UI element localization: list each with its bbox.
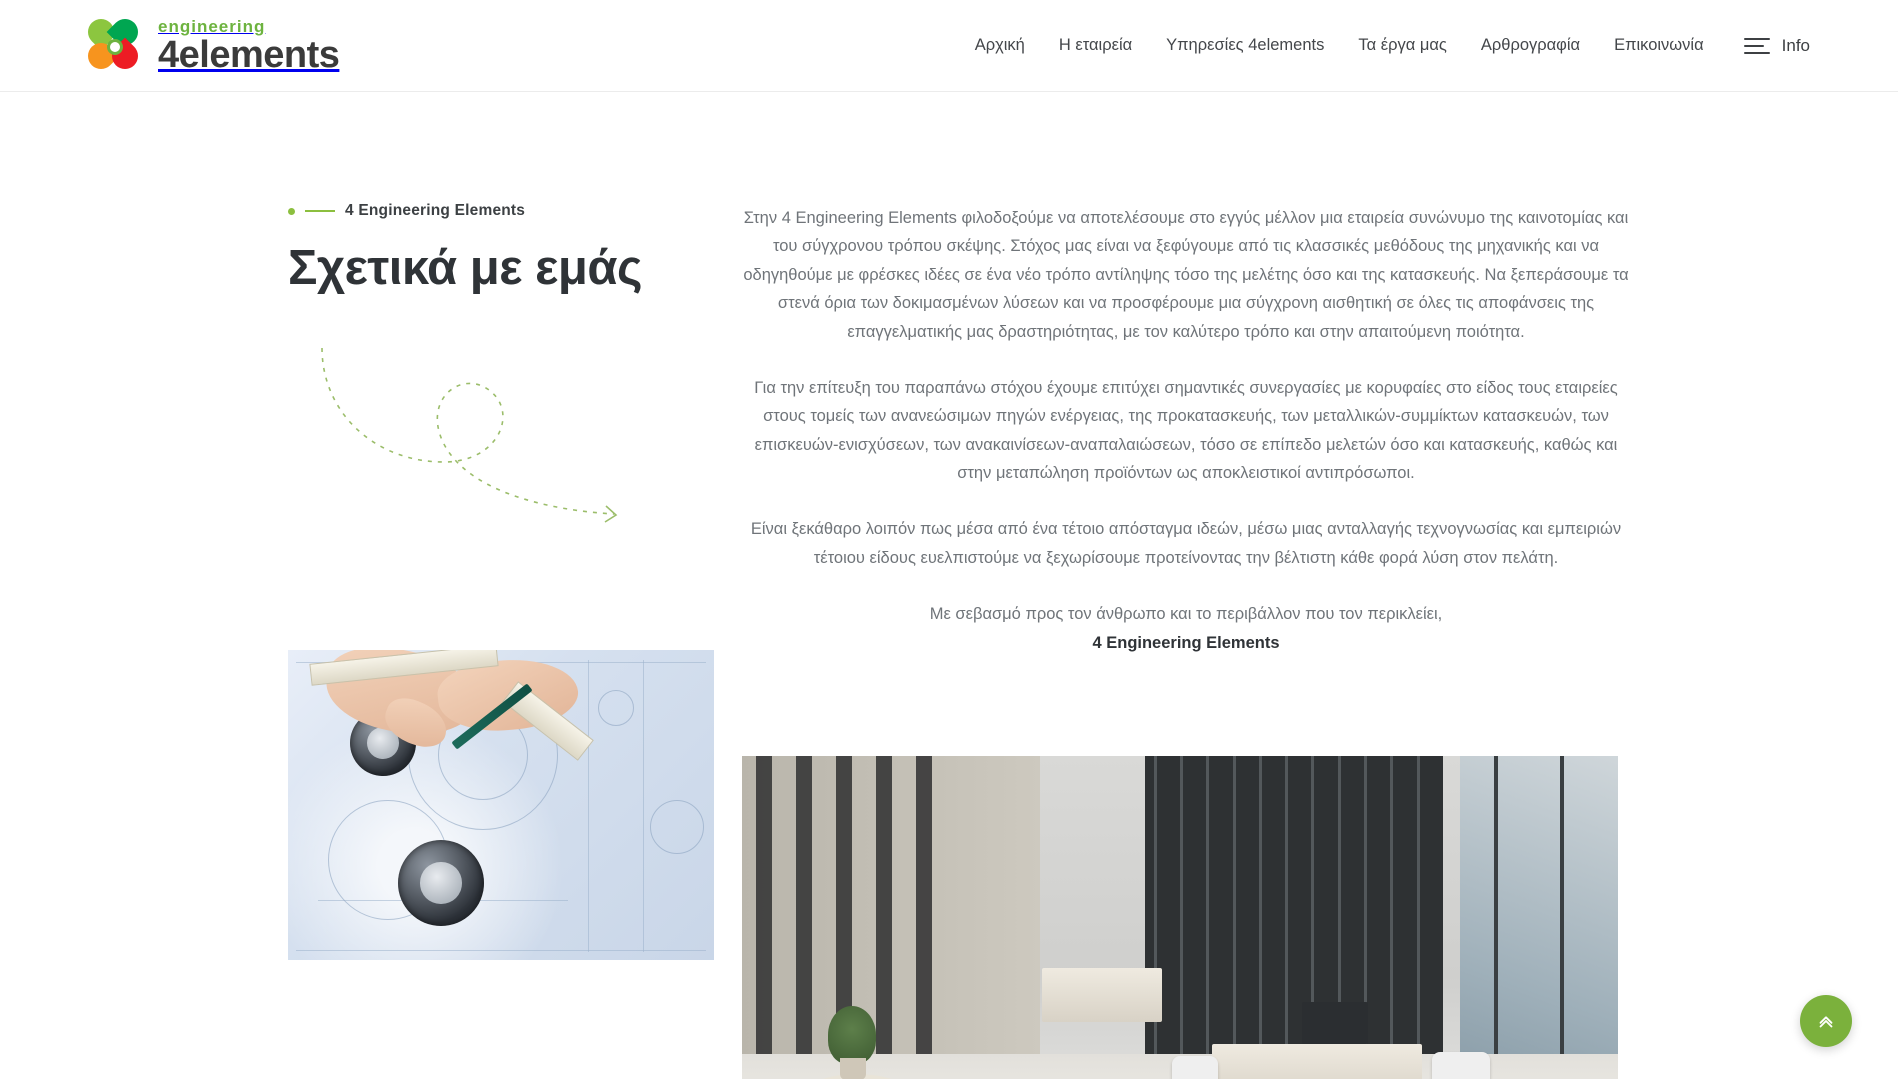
scroll-to-top-button[interactable] bbox=[1800, 995, 1852, 1047]
signature-name: 4 Engineering Elements bbox=[1092, 633, 1280, 652]
page-title: Σχετικά με εμάς bbox=[288, 241, 642, 295]
about-paragraph-3: Είναι ξεκάθαρο λοιπόν πως μέσα από ένα τέτοιο απόσταγμα ιδεών, μέσω μιας ανταλλαγής τεχνογνωσίας και εμπειριών τέτοιου είδους ευελπιστούμε να ξεχωρίσουμε προτείνοντας την βέλτιστη κάθε φορά λύση στον πελάτη. bbox=[750, 520, 1622, 567]
info-label: Info bbox=[1781, 35, 1810, 55]
nav-item-articles[interactable]: Αρθρογραφία bbox=[1480, 36, 1581, 54]
about-text-column bbox=[742, 204, 1630, 658]
closing-line: Με σεβασμό προς τον άνθρωπο και το περιβάλλον που τον περικλείει, bbox=[929, 605, 1443, 624]
site-header bbox=[0, 0, 1898, 92]
chevron-up-icon bbox=[1815, 1010, 1837, 1032]
site-logo[interactable] bbox=[78, 13, 339, 79]
nav-item-company[interactable]: Η εταιρεία bbox=[1058, 36, 1133, 54]
eyebrow-label: 4 Engineering Elements bbox=[345, 202, 526, 219]
eyebrow-bar-icon bbox=[305, 210, 335, 212]
nav-item-projects[interactable]: Τα έργα μας bbox=[1358, 36, 1447, 54]
eyebrow-dot-icon bbox=[288, 208, 295, 215]
logo-main-text: 4elements bbox=[158, 33, 340, 76]
engineer-blueprint-photo bbox=[288, 650, 714, 960]
about-paragraph-1: Στην 4 Engineering Elements φιλοδοξούμε να αποτελέσουμε στο εγγύς μέλλον μια εταιρεία συνώνυμο της καινοτομίας και του σύγχρονου τρόπου σκέψης. Στόχος μας είναι να ξεφύγουμε από τις κλασσικές μεθόδους της μηχανικής και να οδηγηθούμε με φρέσκες ιδέες σε ένα νέο τρόπο αντίληψης τόσο της μελέτης όσο και της κατασκευής. Να ξεπεράσουμε τα στενά όρια των δοκιμασμένων λύσεων και να προσφέρουμε μια σύγχρονη αισθητική σε όλες τις αποφάνσεις της επαγγελματικής μας δραστηριότητας, με τον καλύτερο τρόπο και στην απαιτούμενη ποιότητα. bbox=[743, 209, 1629, 341]
logo-text bbox=[158, 18, 339, 74]
flower-logo-icon bbox=[78, 13, 152, 79]
info-menu-button[interactable] bbox=[1744, 36, 1810, 56]
hamburger-icon[interactable] bbox=[1744, 38, 1770, 54]
nav-item-contact[interactable]: Επικοινωνία bbox=[1614, 36, 1704, 54]
nav-item-services[interactable]: Υπηρεσίες 4elements bbox=[1166, 36, 1325, 54]
nav-item-home[interactable]: Αρχική bbox=[974, 36, 1025, 54]
section-eyebrow bbox=[288, 202, 718, 220]
modern-office-interior-photo bbox=[742, 756, 1618, 1079]
decorative-squiggle-icon bbox=[314, 342, 718, 542]
logo-top-text: engineering bbox=[158, 16, 266, 36]
intro-column bbox=[288, 202, 718, 542]
about-paragraph-2: Για την επίτευξη του παραπάνω στόχου έχουμε επιτύχει σημαντικές συνεργασίες με κορυφαίες στο είδος τους εταιρείες στους τομείς των ανανεώσιμων πηγών ενέργειας, της προκατασκευής, των μεταλλικών-συμμίκτων κατασκευών, των επισκευών-ενισχύσεων, των ανακαινίσεων-αναπαλαιώσεων, τόσο σε επίπεδο μελετών όσο και κατασκευής, καθώς και στην μεταπώληση προϊόντων ως αποκλειστικοί αντιπρόσωποι. bbox=[754, 378, 1618, 482]
page-content bbox=[0, 92, 1898, 1079]
main-navigation bbox=[975, 36, 1744, 55]
